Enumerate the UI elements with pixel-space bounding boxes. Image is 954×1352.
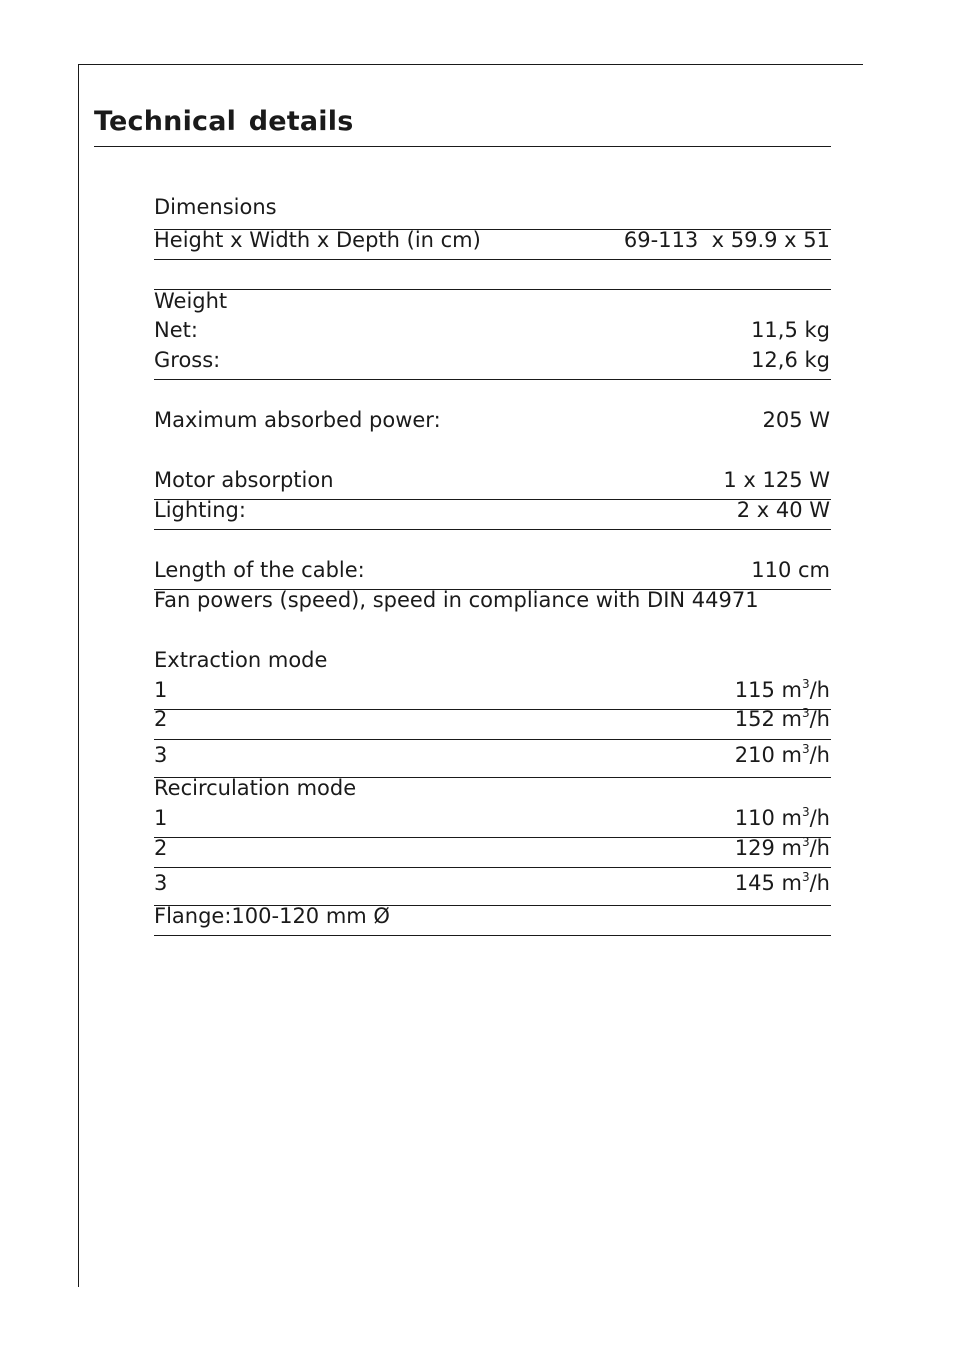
flow-unit-exponent: 3: [801, 805, 810, 819]
spec-row-recirculation-mode: [154, 775, 830, 805]
divider: [154, 529, 831, 530]
flow-unit-exponent: 3: [801, 706, 810, 720]
spec-label: Dimensions: [154, 195, 277, 219]
divider: [154, 867, 831, 868]
spec-value: [735, 833, 830, 865]
spec-row-extraction-2: [154, 706, 830, 736]
spec-label: 1: [154, 806, 168, 830]
spec-row-motor: [154, 467, 830, 497]
flow-value: 110 m: [734, 806, 802, 830]
spec-row-net: [154, 317, 830, 347]
spec-row-recirculation-2: [154, 835, 830, 865]
spec-row-dimensions: [154, 194, 830, 224]
spec-value: 2 x 40 W: [736, 498, 830, 522]
spec-label: Maximum absorbed power:: [154, 408, 441, 432]
spec-value: 11,5 kg: [751, 318, 830, 342]
divider: [154, 259, 831, 260]
spec-label: 1: [154, 678, 168, 702]
spec-value: 69-113 x 59.9 x 51: [623, 228, 830, 252]
page-frame-top-rule: [78, 64, 863, 65]
flow-unit-exponent: 3: [801, 742, 810, 756]
spec-row-recirculation-3: [154, 870, 830, 900]
spec-row-recirculation-1: [154, 805, 830, 835]
spec-value: [735, 740, 830, 772]
flow-value: 152 m: [734, 707, 802, 731]
spec-value: 110 cm: [751, 558, 830, 582]
spec-row-extraction-1: [154, 677, 830, 707]
spec-value: [735, 868, 830, 900]
flow-value: 145 m: [734, 871, 802, 895]
flow-unit-tail: /h: [809, 743, 830, 767]
spec-row-lighting: [154, 497, 830, 527]
flow-value: 210 m: [734, 743, 802, 767]
spec-row-extraction-mode: [154, 647, 830, 677]
spec-label: Gross:: [154, 348, 221, 372]
spec-row-extraction-3: [154, 742, 830, 772]
spec-label: Weight: [154, 289, 228, 313]
flow-unit-tail: /h: [809, 678, 830, 702]
spec-row-weight: [154, 288, 830, 318]
spec-label: 2: [154, 707, 168, 731]
spec-value: [735, 675, 830, 707]
spec-row-flange: [154, 903, 830, 933]
spec-row-fan-powers: [154, 587, 830, 617]
divider: [154, 379, 831, 380]
spec-label: 3: [154, 743, 168, 767]
divider: [154, 739, 831, 740]
spec-value: 1 x 125 W: [723, 468, 830, 492]
spec-label: Net:: [154, 318, 198, 342]
flow-value: 115 m: [734, 678, 802, 702]
spec-value: 205 W: [762, 408, 830, 432]
spec-label: Fan powers (speed), speed in compliance with DIN 44971: [154, 588, 759, 612]
flow-value: 129 m: [734, 836, 802, 860]
spec-label: Recirculation mode: [154, 776, 357, 800]
flow-unit-tail: /h: [809, 836, 830, 860]
spec-label: Height x Width x Depth (in cm): [154, 228, 481, 252]
spec-label: Extraction mode: [154, 648, 328, 672]
spec-label: Flange:100-120 mm Ø: [154, 904, 390, 928]
flow-unit-exponent: 3: [801, 870, 810, 884]
page-frame-left-rule: [78, 64, 79, 1287]
flow-unit-exponent: 3: [801, 677, 810, 691]
spec-row-hwd: [154, 227, 830, 257]
flow-unit-tail: /h: [809, 707, 830, 731]
spec-value: 12,6 kg: [751, 348, 830, 372]
spec-label: Motor absorption: [154, 468, 334, 492]
spec-label: Length of the cable:: [154, 558, 365, 582]
spec-label: 3: [154, 871, 168, 895]
spec-value: [735, 803, 830, 835]
flow-unit-tail: /h: [809, 871, 830, 895]
spec-label: 2: [154, 836, 168, 860]
spec-row-gross: [154, 347, 830, 377]
spec-label: Lighting:: [154, 498, 246, 522]
title-rule: [94, 146, 831, 147]
spec-row-cable: [154, 557, 830, 587]
divider: [154, 935, 831, 936]
flow-unit-exponent: 3: [801, 835, 810, 849]
flow-unit-tail: /h: [809, 806, 830, 830]
spec-value: [735, 704, 830, 736]
spec-row-max-power: [154, 407, 830, 437]
page-title: Technical details: [94, 106, 354, 137]
